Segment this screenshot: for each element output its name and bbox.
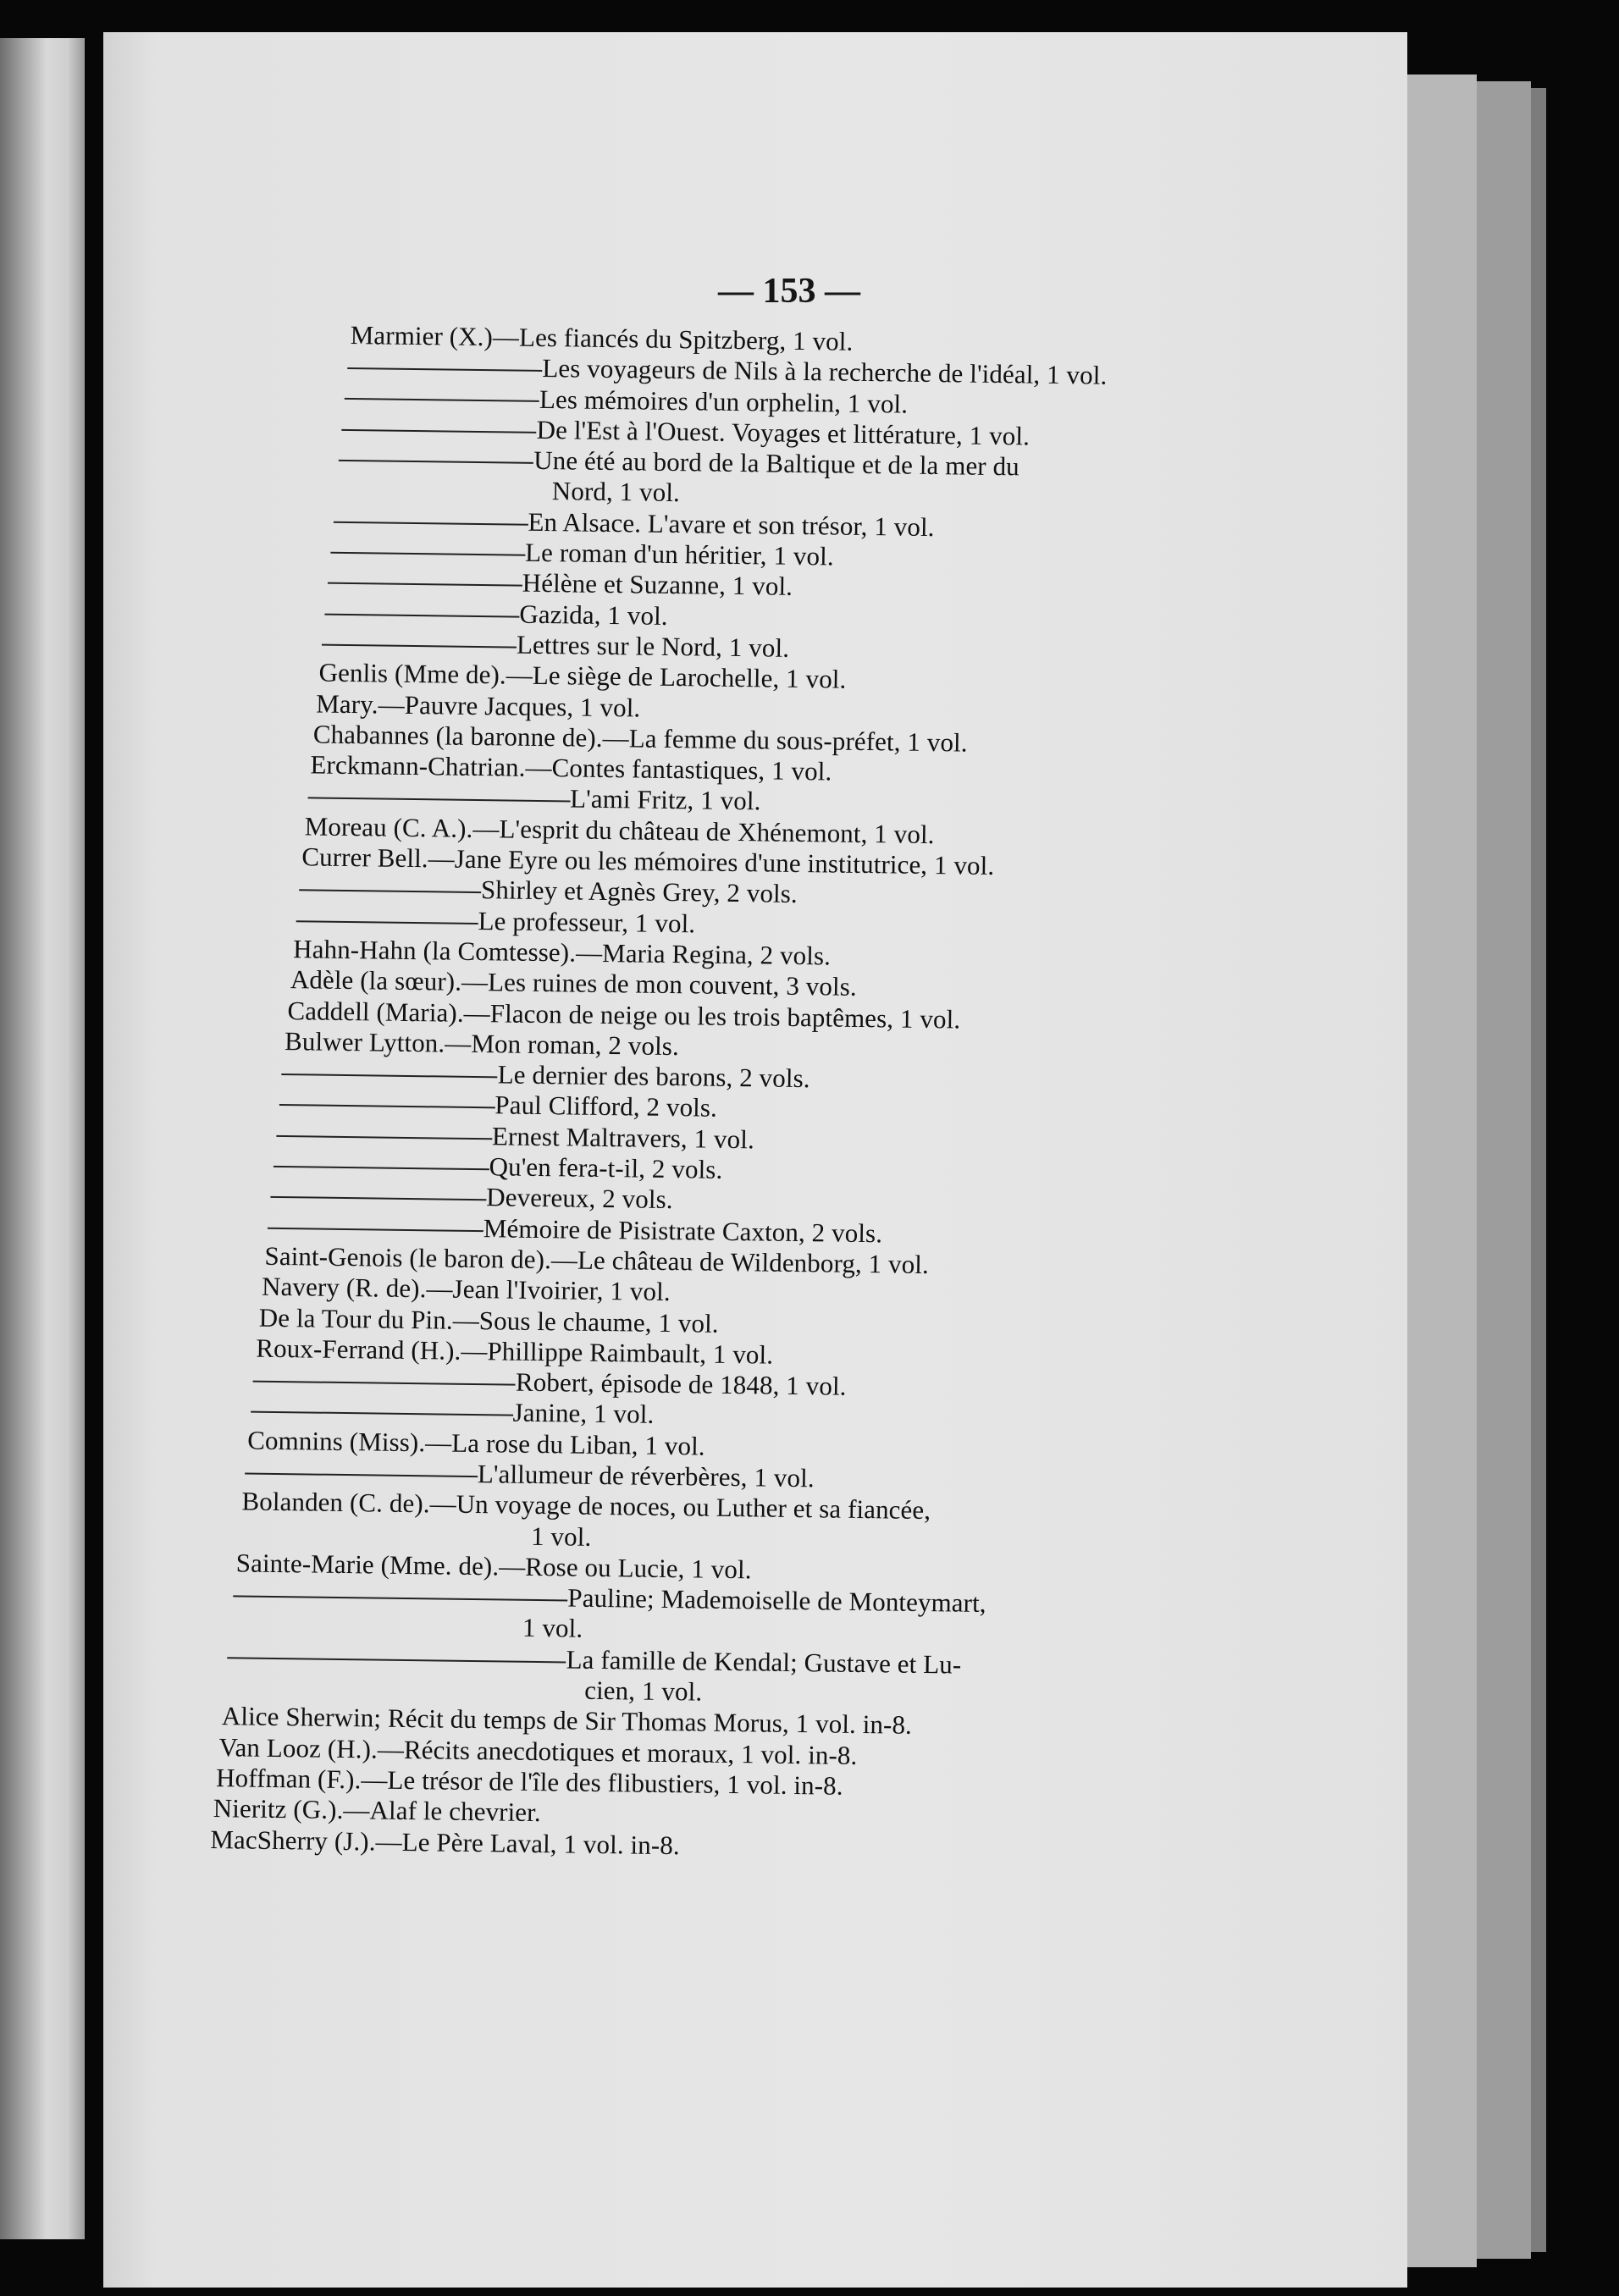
ditto-dash — [245, 1472, 478, 1477]
entry-text: Les mémoires d'un orphelin, 1 vol. — [539, 384, 909, 419]
entry-text: De la Tour du Pin.—Sous le chaume, 1 vol. — [258, 1302, 719, 1338]
entry-text: Hoffman (F.).—Le trésor de l'île des flibustiers, 1 vol. in-8. — [215, 1763, 843, 1801]
entry-text: Adèle (la sœur).—Les ruines de mon couvent, 3 vols. — [290, 964, 857, 1002]
entry-text: Moreau (C. A.).—L'esprit du château de Xhénemont, 1 vol. — [304, 811, 935, 849]
entry-text: Devereux, 2 vols. — [486, 1182, 673, 1215]
entry-text: Van Looz (H.).—Récits anecdotiques et moraux, 1 vol. in-8. — [218, 1731, 858, 1770]
entry-text: Qu'en fera-t-il, 2 vols. — [489, 1151, 723, 1184]
ditto-dash — [233, 1595, 567, 1601]
entry-text: Sainte-Marie (Mme. de).—Rose ou Lucie, 1 vol. — [235, 1548, 752, 1585]
ditto-dash — [274, 1166, 489, 1170]
entry-text: Le roman d'un héritier, 1 vol. — [524, 537, 834, 571]
entry-text: Bulwer Lytton.—Mon roman, 2 vols. — [284, 1025, 680, 1061]
entry-text: Comnins (Miss).—La rose du Liban, 1 vol. — [247, 1425, 705, 1461]
entry-text: Nieritz (G.).—Alaf le chevrier. — [213, 1793, 541, 1828]
entry-text: MacSherry (J.).—Le Père Laval, 1 vol. in-8. — [210, 1824, 680, 1860]
ditto-dash — [333, 521, 528, 525]
ditto-dash — [347, 367, 542, 372]
book-edge — [1407, 75, 1477, 2267]
ditto-dash — [276, 1135, 492, 1140]
entry-text: Navery (R. de).—Jean l'Ivoirier, 1 vol. — [261, 1271, 671, 1307]
ditto-dash — [322, 643, 517, 648]
ditto-dash — [253, 1381, 516, 1386]
ditto-dash — [296, 920, 478, 924]
ditto-dash — [268, 1227, 483, 1231]
entry-text: De l'Est à l'Ouest. Voyages et littérature, 1 vol. — [536, 414, 1031, 451]
entry-text: Erckmann-Chatrian.—Contes fantastiques, 1 vol. — [310, 749, 832, 786]
entry-text: L'allumeur de réverbères, 1 vol. — [477, 1459, 815, 1493]
ditto-dash — [324, 613, 519, 617]
entry-text: Chabannes (la baronne de).—La femme du sous-préfet, 1 vol. — [312, 719, 968, 758]
entry-text: Bolanden (C. de).—Un voyage de noces, ou Luther et sa fiancée, — [241, 1486, 931, 1526]
book-edge — [1531, 88, 1546, 2252]
entry-text: Caddell (Maria).—Flacon de neige ou les trois baptêmes, 1 vol. — [287, 995, 961, 1035]
ditto-dash — [342, 429, 537, 433]
ditto-dash — [330, 552, 525, 556]
entry-text: Paul Clifford, 2 vols. — [495, 1090, 718, 1123]
entry-text: En Alsace. L'avare et son trésor, 1 vol. — [528, 506, 935, 542]
ditto-dash — [282, 1073, 498, 1078]
entry-text: Pauline; Mademoiselle de Monteymart, — [567, 1582, 986, 1619]
ditto-dash — [228, 1657, 566, 1663]
entry-text: Janine, 1 vol. — [512, 1398, 655, 1430]
entry-text: La famille de Kendal; Gustave et Lu- — [566, 1644, 962, 1680]
entry-text: Robert, épisode de 1848, 1 vol. — [515, 1366, 847, 1401]
ditto-dash — [307, 798, 570, 803]
entry-text: cien, 1 vol. — [584, 1675, 703, 1707]
entry-text: Genlis (Mme de).—Le siège de Larochelle, 1 vol. — [318, 657, 847, 694]
book-edge — [1477, 81, 1531, 2259]
entry-text: 1 vol. — [522, 1613, 583, 1644]
entry-text: Hélène et Suzanne, 1 vol. — [522, 568, 793, 602]
entry-text: Gazida, 1 vol. — [519, 599, 668, 631]
page-number: — 153 — — [718, 272, 860, 311]
entry-text: Roux-Ferrand (H.).—Phillippe Raimbault, 1 vol. — [256, 1333, 774, 1370]
ditto-dash — [270, 1196, 486, 1200]
entry-text: Les voyageurs de Nils à la recherche de l'idéal, 1 vol. — [542, 353, 1108, 390]
ditto-dash — [279, 1104, 495, 1108]
entry-text: Hahn-Hahn (la Comtesse).—Maria Regina, 2 vols. — [293, 934, 832, 971]
entry-text: L'ami Fritz, 1 vol. — [569, 783, 761, 816]
entry-text: 1 vol. — [530, 1521, 592, 1552]
entry-text: Mémoire de Pisistrate Caxton, 2 vols. — [483, 1212, 883, 1248]
catalog-entries — [210, 320, 1223, 1868]
entry-text: Saint-Genois (le baron de).—Le château de Wildenborg, 1 vol. — [264, 1240, 930, 1279]
ditto-dash — [339, 460, 533, 464]
entry-text: Une été au bord de la Baltique et de la mer du — [533, 445, 1020, 482]
ditto-dash — [299, 889, 481, 893]
ditto-dash — [251, 1411, 513, 1416]
page — [103, 32, 1407, 2288]
entry-text: Ernest Maltravers, 1 vol. — [491, 1120, 755, 1155]
ditto-dash — [345, 398, 539, 402]
entry-text: Shirley et Agnès Grey, 2 vols. — [480, 875, 798, 909]
entry-text: Le professeur, 1 vol. — [478, 905, 696, 939]
entry-text: Alice Sherwin; Récit du temps de Sir Thomas Morus, 1 vol. in-8. — [221, 1701, 913, 1741]
entry-text: Lettres sur le Nord, 1 vol. — [516, 629, 790, 663]
entry-text: Nord, 1 vol. — [551, 476, 681, 508]
facing-page-edge — [0, 38, 85, 2239]
ditto-dash — [328, 582, 522, 587]
entry-text: Currer Bell.—Jane Eyre ou les mémoires d'une institutrice, 1 vol. — [301, 842, 995, 881]
entry-text: Mary.—Pauvre Jacques, 1 vol. — [316, 688, 641, 723]
entry-text: Marmier (X.)—Les fiancés du Spitzberg, 1 vol. — [350, 320, 854, 356]
entry-text: Le dernier des barons, 2 vols. — [497, 1059, 810, 1094]
